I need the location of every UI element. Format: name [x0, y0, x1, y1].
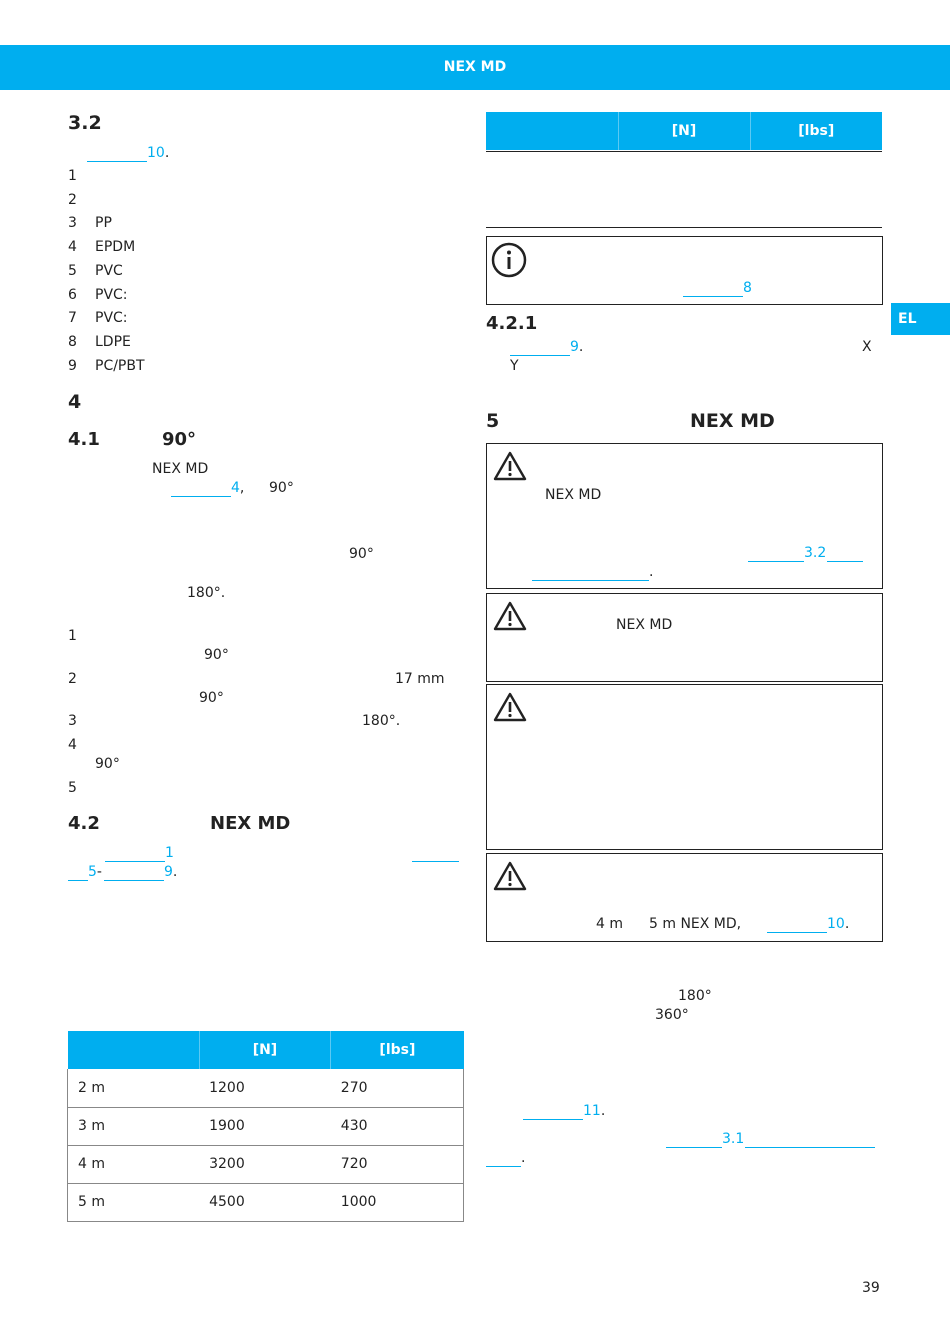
link-underline [87, 161, 147, 162]
list-item-number: 5 [68, 262, 77, 279]
link-figure-8[interactable]: 8 [743, 280, 752, 296]
list-item-text: EPDM [95, 239, 136, 256]
section-4-2-number: 4.2 [68, 813, 100, 834]
section-5-number: 5 [486, 410, 500, 432]
link-underline [68, 880, 88, 881]
link-underline [412, 861, 459, 862]
table-cell: 3 m [68, 1107, 200, 1145]
table-cell: 4 m [68, 1145, 200, 1183]
load-table [67, 1031, 464, 1222]
link-figure-11[interactable]: 11 [583, 1103, 601, 1119]
link-underline [523, 1119, 583, 1120]
step-number: 5 [68, 780, 77, 796]
link-section-3-2[interactable]: 3.2 [804, 545, 827, 561]
link-figure-1[interactable]: 1 [165, 845, 174, 861]
dot: . [649, 564, 654, 580]
table-cell: 720 [331, 1145, 464, 1183]
warning-icon [492, 600, 528, 632]
link-figure-9[interactable]: 9 [164, 864, 173, 880]
list-item-number: 4 [68, 239, 77, 256]
dot: . [521, 1150, 526, 1166]
table-header [68, 1031, 200, 1069]
list-item-text: PVC: [95, 286, 128, 303]
warning-icon [492, 450, 528, 482]
table-header: [lbs] [750, 112, 882, 150]
list-item-text: LDPE [95, 333, 131, 350]
link-figure-5[interactable]: 5 [88, 864, 97, 880]
warning-icon [492, 860, 528, 892]
link-underline [748, 561, 804, 562]
length-value: 4 m [596, 916, 623, 932]
angle-value: 90° [269, 480, 294, 496]
section-4-2-1-heading: 4.2.1 [486, 313, 538, 334]
table-cell: 2 m [68, 1069, 200, 1107]
table-cell: 4500 [199, 1183, 331, 1221]
table-header: [N] [199, 1031, 331, 1069]
table-row [68, 1145, 464, 1183]
dot: . [600, 1103, 606, 1119]
section-4-1-title: 90° [162, 429, 197, 450]
warning-icon [492, 691, 528, 723]
link-underline [171, 496, 231, 497]
list-item-number: 2 [68, 191, 77, 208]
step-text: 180°. [362, 713, 401, 729]
table-cell: 1000 [331, 1183, 464, 1221]
section-5-title: NEX MD [690, 410, 775, 432]
table-cell: 5 m [68, 1183, 200, 1221]
list-item-number: 3 [68, 215, 77, 232]
angle-value: 90° [349, 546, 374, 562]
table-header: [lbs] [331, 1031, 464, 1069]
link-underline [486, 1166, 521, 1167]
link-figure-10[interactable]: 10 [827, 916, 845, 932]
list-item-text: PVC [95, 262, 123, 279]
angle-value: 180°. [187, 585, 226, 601]
link-underline [827, 561, 863, 562]
warning-box [486, 593, 883, 682]
link-underline [105, 861, 165, 862]
list-item-number: 7 [68, 310, 77, 327]
link-suffix: . [164, 145, 170, 161]
list-item-number: 1 [68, 168, 77, 184]
language-tab[interactable]: EL [891, 303, 950, 335]
angle-value: 180° [678, 988, 712, 1004]
dot: . [578, 339, 584, 355]
axis-y-label: Y [510, 358, 519, 374]
product-name: NEX MD [616, 617, 673, 633]
table-cell: 1200 [199, 1069, 331, 1107]
warning-box [486, 443, 883, 589]
divider [486, 227, 882, 228]
product-name: NEX MD [152, 461, 209, 477]
table-cell: 3200 [199, 1145, 331, 1183]
info-box [486, 236, 883, 305]
link-section-3-1[interactable]: 3.1 [722, 1131, 745, 1147]
load-table-header [486, 112, 882, 150]
divider [486, 151, 882, 152]
comma: , [239, 480, 245, 496]
step-text: 90° [204, 647, 229, 663]
dash: - [96, 864, 102, 880]
length-value: 5 m NEX MD, [649, 916, 742, 932]
step-number: 4 [68, 737, 77, 753]
step-text: 90° [95, 756, 120, 772]
list-item-text: PC/PBT [95, 357, 145, 374]
link-figure-10[interactable]: 10 [147, 145, 165, 161]
list-item-number: 8 [68, 333, 77, 350]
table-cell: 1900 [199, 1107, 331, 1145]
step-number: 1 [68, 628, 77, 644]
list-item-text: PVC: [95, 310, 128, 327]
list-item-text: PP [95, 215, 112, 232]
step-text: 90° [199, 690, 224, 706]
axis-x-label: X [862, 339, 872, 355]
section-4-1-number: 4.1 [68, 429, 100, 450]
section-3-2-heading: 3.2 [68, 112, 102, 134]
angle-value: 360° [655, 1007, 689, 1023]
section-4-heading: 4 [68, 391, 82, 413]
header-title: NEX MD [443, 59, 507, 75]
step-number: 2 [68, 671, 77, 687]
link-underline [532, 580, 649, 581]
table-header [486, 112, 618, 150]
link-underline [104, 880, 164, 881]
warning-box [486, 684, 883, 850]
link-underline [683, 296, 743, 297]
list-item-number: 9 [68, 357, 77, 374]
table-row [68, 1107, 464, 1145]
product-name: NEX MD [545, 487, 602, 503]
link-figure-9[interactable]: 9 [570, 339, 579, 355]
dot: . [844, 916, 850, 932]
link-underline [510, 355, 570, 356]
table-cell: 270 [331, 1069, 464, 1107]
table-row [68, 1183, 464, 1221]
link-underline [666, 1147, 722, 1148]
link-underline [767, 932, 827, 933]
section-4-2-title: NEX MD [210, 813, 291, 834]
link-figure-4[interactable]: 4 [231, 480, 240, 496]
list-item-number: 6 [68, 286, 77, 303]
step-text: 17 mm [395, 671, 445, 687]
link-underline [745, 1147, 875, 1148]
table-header: [N] [618, 112, 750, 150]
table-row [68, 1069, 464, 1107]
page-number: 39 [862, 1280, 880, 1296]
step-number: 3 [68, 713, 77, 729]
dot: . [172, 864, 178, 880]
table-cell: 430 [331, 1107, 464, 1145]
info-icon [491, 242, 527, 278]
header-bar [0, 45, 950, 90]
